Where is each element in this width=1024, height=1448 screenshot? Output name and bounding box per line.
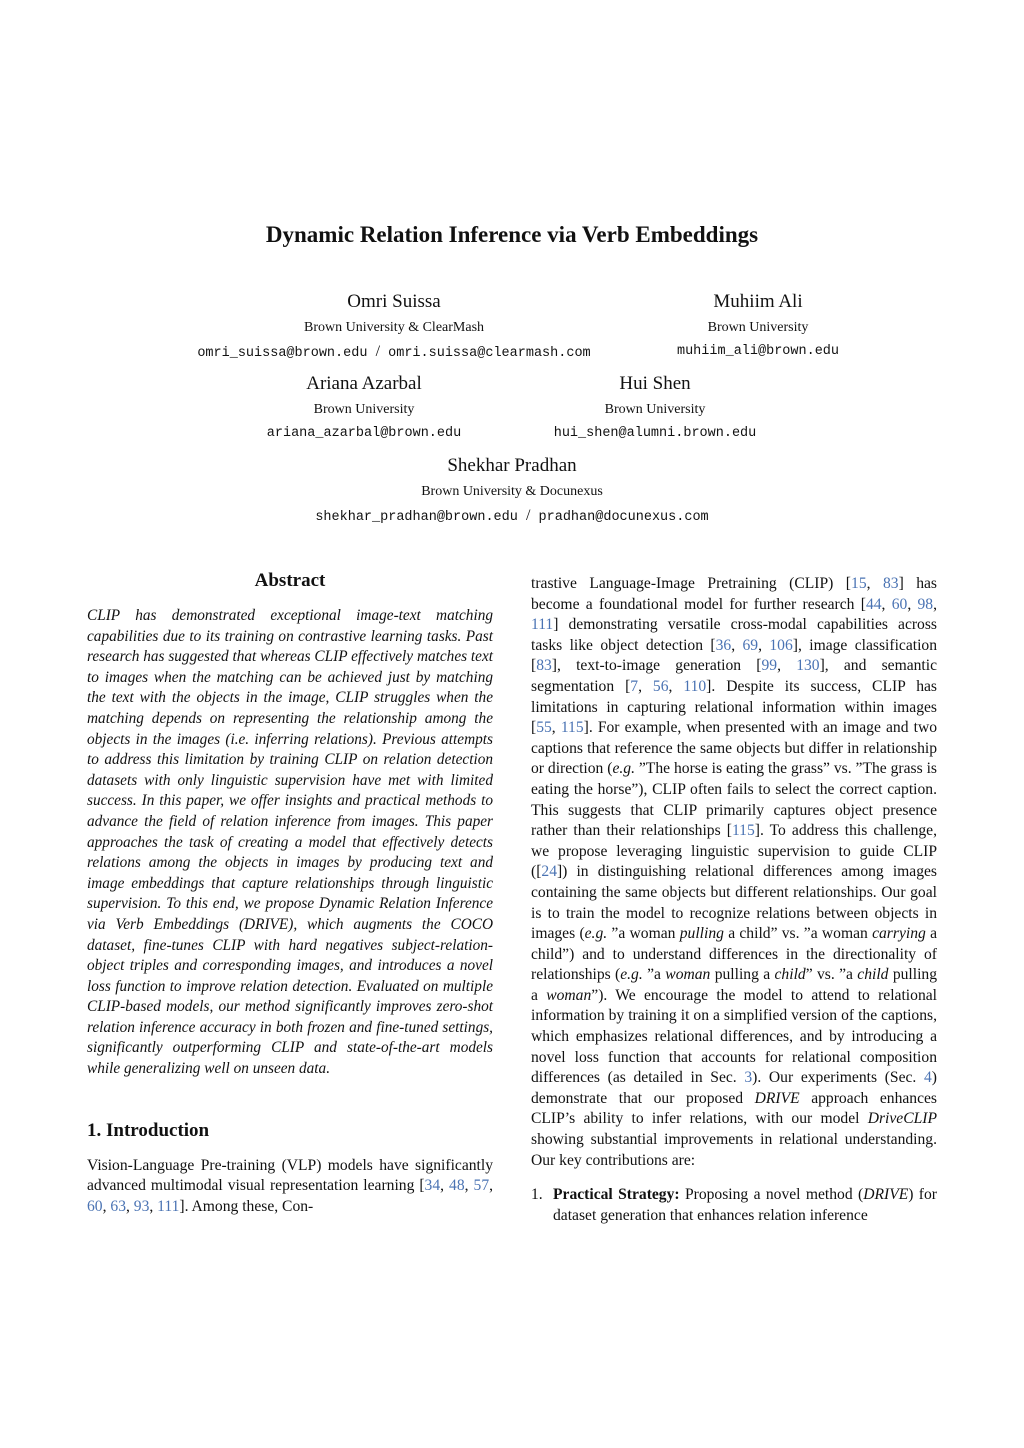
list-number: 1. — [531, 1186, 543, 1204]
paragraph-text: ], and semantic segmentation [ — [531, 657, 938, 695]
citation-link[interactable]: 63 — [110, 1197, 126, 1215]
contribution-item — [531, 1185, 937, 1226]
italic-text: DriveCLIP — [867, 1110, 937, 1128]
author-email: ariana_azarbal@brown.edu — [266, 426, 462, 441]
paragraph-text: ]. For example, when presented with an image and two captions that reference the same objects but differ in relationship or direction ( — [531, 719, 938, 778]
citation-link[interactable]: 110 — [683, 677, 707, 695]
italic-text: woman — [665, 966, 711, 984]
paragraph-text: Vision-Language Pre-training (VLP) models have significantly advanced multimodal visual representation learning [ — [87, 1156, 493, 1195]
citation-link[interactable]: 69 — [742, 636, 759, 654]
author-name: Muhiim Ali — [713, 291, 803, 312]
section-link[interactable]: 4 — [923, 1069, 932, 1087]
email-primary: omri_suissa@brown.edu — [197, 346, 368, 361]
italic-text: woman — [546, 986, 592, 1004]
paragraph-text: Proposing a novel method ( — [679, 1186, 864, 1204]
citation-link[interactable]: 115 — [731, 822, 755, 840]
author-block — [535, 372, 775, 444]
citation-link[interactable]: 56 — [652, 677, 669, 695]
author-affiliation: Brown University — [707, 320, 809, 335]
paragraph-text: showing substantial improvements in relational understanding. Our key contributions are: — [531, 1131, 937, 1169]
paragraph-text: ] has become a foundational model for further research [ — [531, 575, 937, 613]
citation-link[interactable]: 24 — [541, 863, 557, 881]
paragraph-text: ]. To address this challenge, we propose leveraging linguistic supervision to guide CLIP ([ — [531, 822, 937, 881]
paragraph-text: a child”) and to understand differences in the directionality of relationships ( — [531, 925, 937, 984]
italic-text: DRIVE — [754, 1089, 800, 1107]
citation-link[interactable]: 55 — [536, 719, 552, 737]
email-separator: / — [525, 507, 531, 524]
email-secondary: omri.suissa@clearmash.com — [388, 346, 591, 361]
citation-link[interactable]: 15 — [851, 575, 867, 592]
author-block — [658, 290, 858, 362]
italic-text: e.g. — [612, 760, 635, 778]
paragraph-text: ” vs. ”a — [805, 966, 858, 984]
citation-link[interactable]: 7 — [630, 677, 639, 695]
author-name: Omri Suissa — [347, 291, 441, 312]
email-separator: / — [375, 343, 381, 360]
author-block — [174, 290, 614, 364]
author-affiliation: Brown University — [604, 402, 706, 417]
bold-text: Practical Strategy: — [553, 1186, 680, 1204]
citation-link[interactable]: 99 — [761, 657, 778, 675]
citation-link[interactable]: 93 — [133, 1197, 150, 1215]
citation-link[interactable]: 44 — [865, 595, 882, 613]
email-secondary: pradhan@docunexus.com — [538, 510, 709, 525]
paragraph-text: a child” vs. ”a woman — [723, 925, 873, 943]
paragraph-text: approach enhances CLIP’s ability to infer relations, with our model — [531, 1089, 938, 1128]
citation-link[interactable]: 57 — [473, 1177, 490, 1195]
citation-link[interactable]: 60 — [891, 595, 908, 613]
contribution-text — [553, 1185, 937, 1226]
author-block — [244, 372, 484, 444]
author-name: Hui Shen — [619, 373, 691, 394]
author-block — [262, 454, 762, 528]
abstract-heading: Abstract — [254, 570, 326, 591]
author-email — [262, 506, 762, 528]
paragraph-text: ”a woman — [607, 925, 680, 943]
italic-text: carrying — [872, 925, 926, 943]
introduction-paragraph: Vision-Language Pre-training (VLP) models have significantly advanced multimodal visual representation learning [34, 48, 57, 60, 63, 93, 111]. Among these, Con- — [87, 1156, 494, 1215]
introduction-heading: 1. Introduction — [87, 1119, 210, 1141]
paper-title: Dynamic Relation Inference via Verb Embeddings — [265, 222, 759, 247]
citation-link[interactable]: 83 — [882, 575, 899, 592]
introduction-paragraph-continued: trastive Language-Image Pretraining (CLIP) [15, 83] has become a foundational model for further research [44, 60, 98, 111] demonstrating versatile cross-modal capabilities across tasks like object detection [36, 69, 106], image classification [83], text-to-image generation [99, 130], and semantic segmentation [7, 56, 110]. Despite its success, CLIP has limitations in capturing relational information within images [55, 115]. For example, when presented with an image and two captions that reference the same objects but differ in relationship or direction (e.g. ”The horse is eating the grass” vs. ”The grass is eating the horse”), CLIP often fails to select the correct caption. This suggests that CLIP primarily captures object presence rather than their relationships [115]. To address this challenge, we propose leveraging linguistic supervision to guide CLIP ([24]) in distinguishing relational differences among images containing the same objects but different relationships. Our goal is to train the model to recognize relations between objects in images (e.g. ”a woman pulling a child” vs. ”a woman carrying a child”) and to understand differences in the directionality of relationships (e.g. ”a woman pulling a child” vs. ”a child pulling a woman”). We encourage the model to attend to relational information by training it on a simplified version of the captions, which emphasizes relational differences, and by introducing a novel loss function that accounts for relational composition differences (as detailed in Sec. 3). Our experiments (Sec. 4) demonstrate that our proposed DRIVE approach enhances CLIP’s ability to infer relations, with our model DriveCLIP showing substantial improvements in relational understanding. Our key contributions are: — [531, 575, 938, 1169]
italic-text: e.g. — [584, 925, 608, 943]
citation-link[interactable]: 36 — [715, 636, 732, 654]
italic-text: child — [774, 966, 806, 984]
author-affiliation: Brown University & Docunexus — [421, 484, 603, 499]
paragraph-text: ”The horse is eating the grass” vs. ”The grass is eating the horse”), CLIP often fails to select the correct caption. This suggests that CLIP primarily captures object presence rather than their relationships [ — [531, 760, 938, 840]
paragraph-text: ) for dataset generation that enhances relation inference — [553, 1186, 937, 1224]
citation-link[interactable]: 111 — [531, 616, 554, 634]
paragraph-text: ], image classification [ — [531, 636, 938, 675]
author-email: hui_shen@alumni.brown.edu — [553, 426, 757, 441]
italic-text: DRIVE — [863, 1186, 909, 1204]
citation-link[interactable]: 34 — [424, 1177, 441, 1195]
citation-link[interactable]: 98 — [917, 595, 934, 613]
paragraph-text: ) demonstrate that our proposed — [531, 1069, 937, 1107]
abstract-text: CLIP has demonstrated exceptional image-text matching capabilities due to its training on contrastive learning tasks. Past research has suggested that whereas CLIP effectively matches text to images when the matching can be achieved just by matching the text with the objects in the image, CLIP struggles when the matching depends on representing the relationship among the objects in the images (i.e. inferring relations). Previous attempts to address this limitation by training CLIP on relation detection datasets with only linguistic supervision have met with limited success. In this paper, we offer insights and practical methods to advance the field of relation inference from images. This paper approaches the task of creating a model that effectively detects relations among the objects in images by producing text and image embeddings that capture relationships through linguistic supervision. To this end, we propose Dynamic Relation Inference via Verb Embeddings (DRIVE), which augments the COCO dataset, fine-tunes CLIP with hard negatives subject-relation-object triples and corresponding images, and introduces a novel loss function to improve relation detection. Evaluated on multiple CLIP-based models, our method significantly improves zero-shot relation inference accuracy in both frozen and fine-tuned settings, significantly outperforming CLIP and state-of-the-art models while generalizing well on unseen data. — [87, 607, 493, 1078]
italic-text: child — [857, 966, 889, 984]
author-name: Shekhar Pradhan — [447, 455, 577, 476]
paragraph-text: ]. Among these, Con- — [179, 1197, 314, 1215]
paragraph-text: trastive Language-Image Pretraining (CLIP) [ — [531, 575, 852, 592]
email-primary: shekhar_pradhan@brown.edu — [315, 510, 518, 525]
author-affiliation: Brown University — [313, 402, 415, 417]
citation-link[interactable]: 106 — [769, 636, 793, 654]
paragraph-text: ). Our experiments (Sec. — [752, 1069, 924, 1087]
author-email — [174, 342, 614, 364]
paragraph-text: ]) in distinguishing relational differences among images containing the same objects but different relationships. Our goal is to train the model to recognize relations between objects in images ( — [531, 863, 937, 943]
paragraph-text: pulling a — [710, 966, 775, 984]
right-column — [531, 574, 937, 1226]
paragraph-text: pulling a — [531, 966, 938, 1004]
author-affiliation: Brown University & ClearMash — [303, 320, 485, 335]
paragraph-text: ] demonstrating versatile cross-modal capabilities across tasks like object detection [ — [531, 616, 937, 654]
paragraph-text: ”a — [642, 966, 666, 984]
left-column — [87, 570, 493, 1217]
paragraph-text: ], text-to-image generation [ — [551, 657, 762, 675]
paragraph-text: ]. Despite its success, CLIP has limitations in capturing relational information within images [ — [531, 677, 937, 737]
citation-link[interactable]: 60 — [87, 1197, 103, 1215]
author-name: Ariana Azarbal — [306, 373, 422, 394]
italic-text: pulling — [679, 925, 724, 943]
citation-link[interactable]: 115 — [560, 719, 584, 737]
citation-link[interactable]: 130 — [796, 657, 820, 675]
paragraph-text: ”). We encourage the model to attend to relational information by training it on a simplified version of the captions, which emphasizes relational differences, and by introducing a novel loss function that accounts for relational composition differences (as detailed in Sec. — [531, 986, 937, 1087]
section-link[interactable]: 3 — [744, 1069, 753, 1087]
citation-link[interactable]: 83 — [536, 657, 552, 675]
citation-link[interactable]: 48 — [449, 1177, 465, 1195]
citation-link[interactable]: 111 — [157, 1197, 180, 1215]
author-email: muhiim_ali@brown.edu — [676, 344, 840, 359]
italic-text: e.g. — [620, 966, 643, 984]
